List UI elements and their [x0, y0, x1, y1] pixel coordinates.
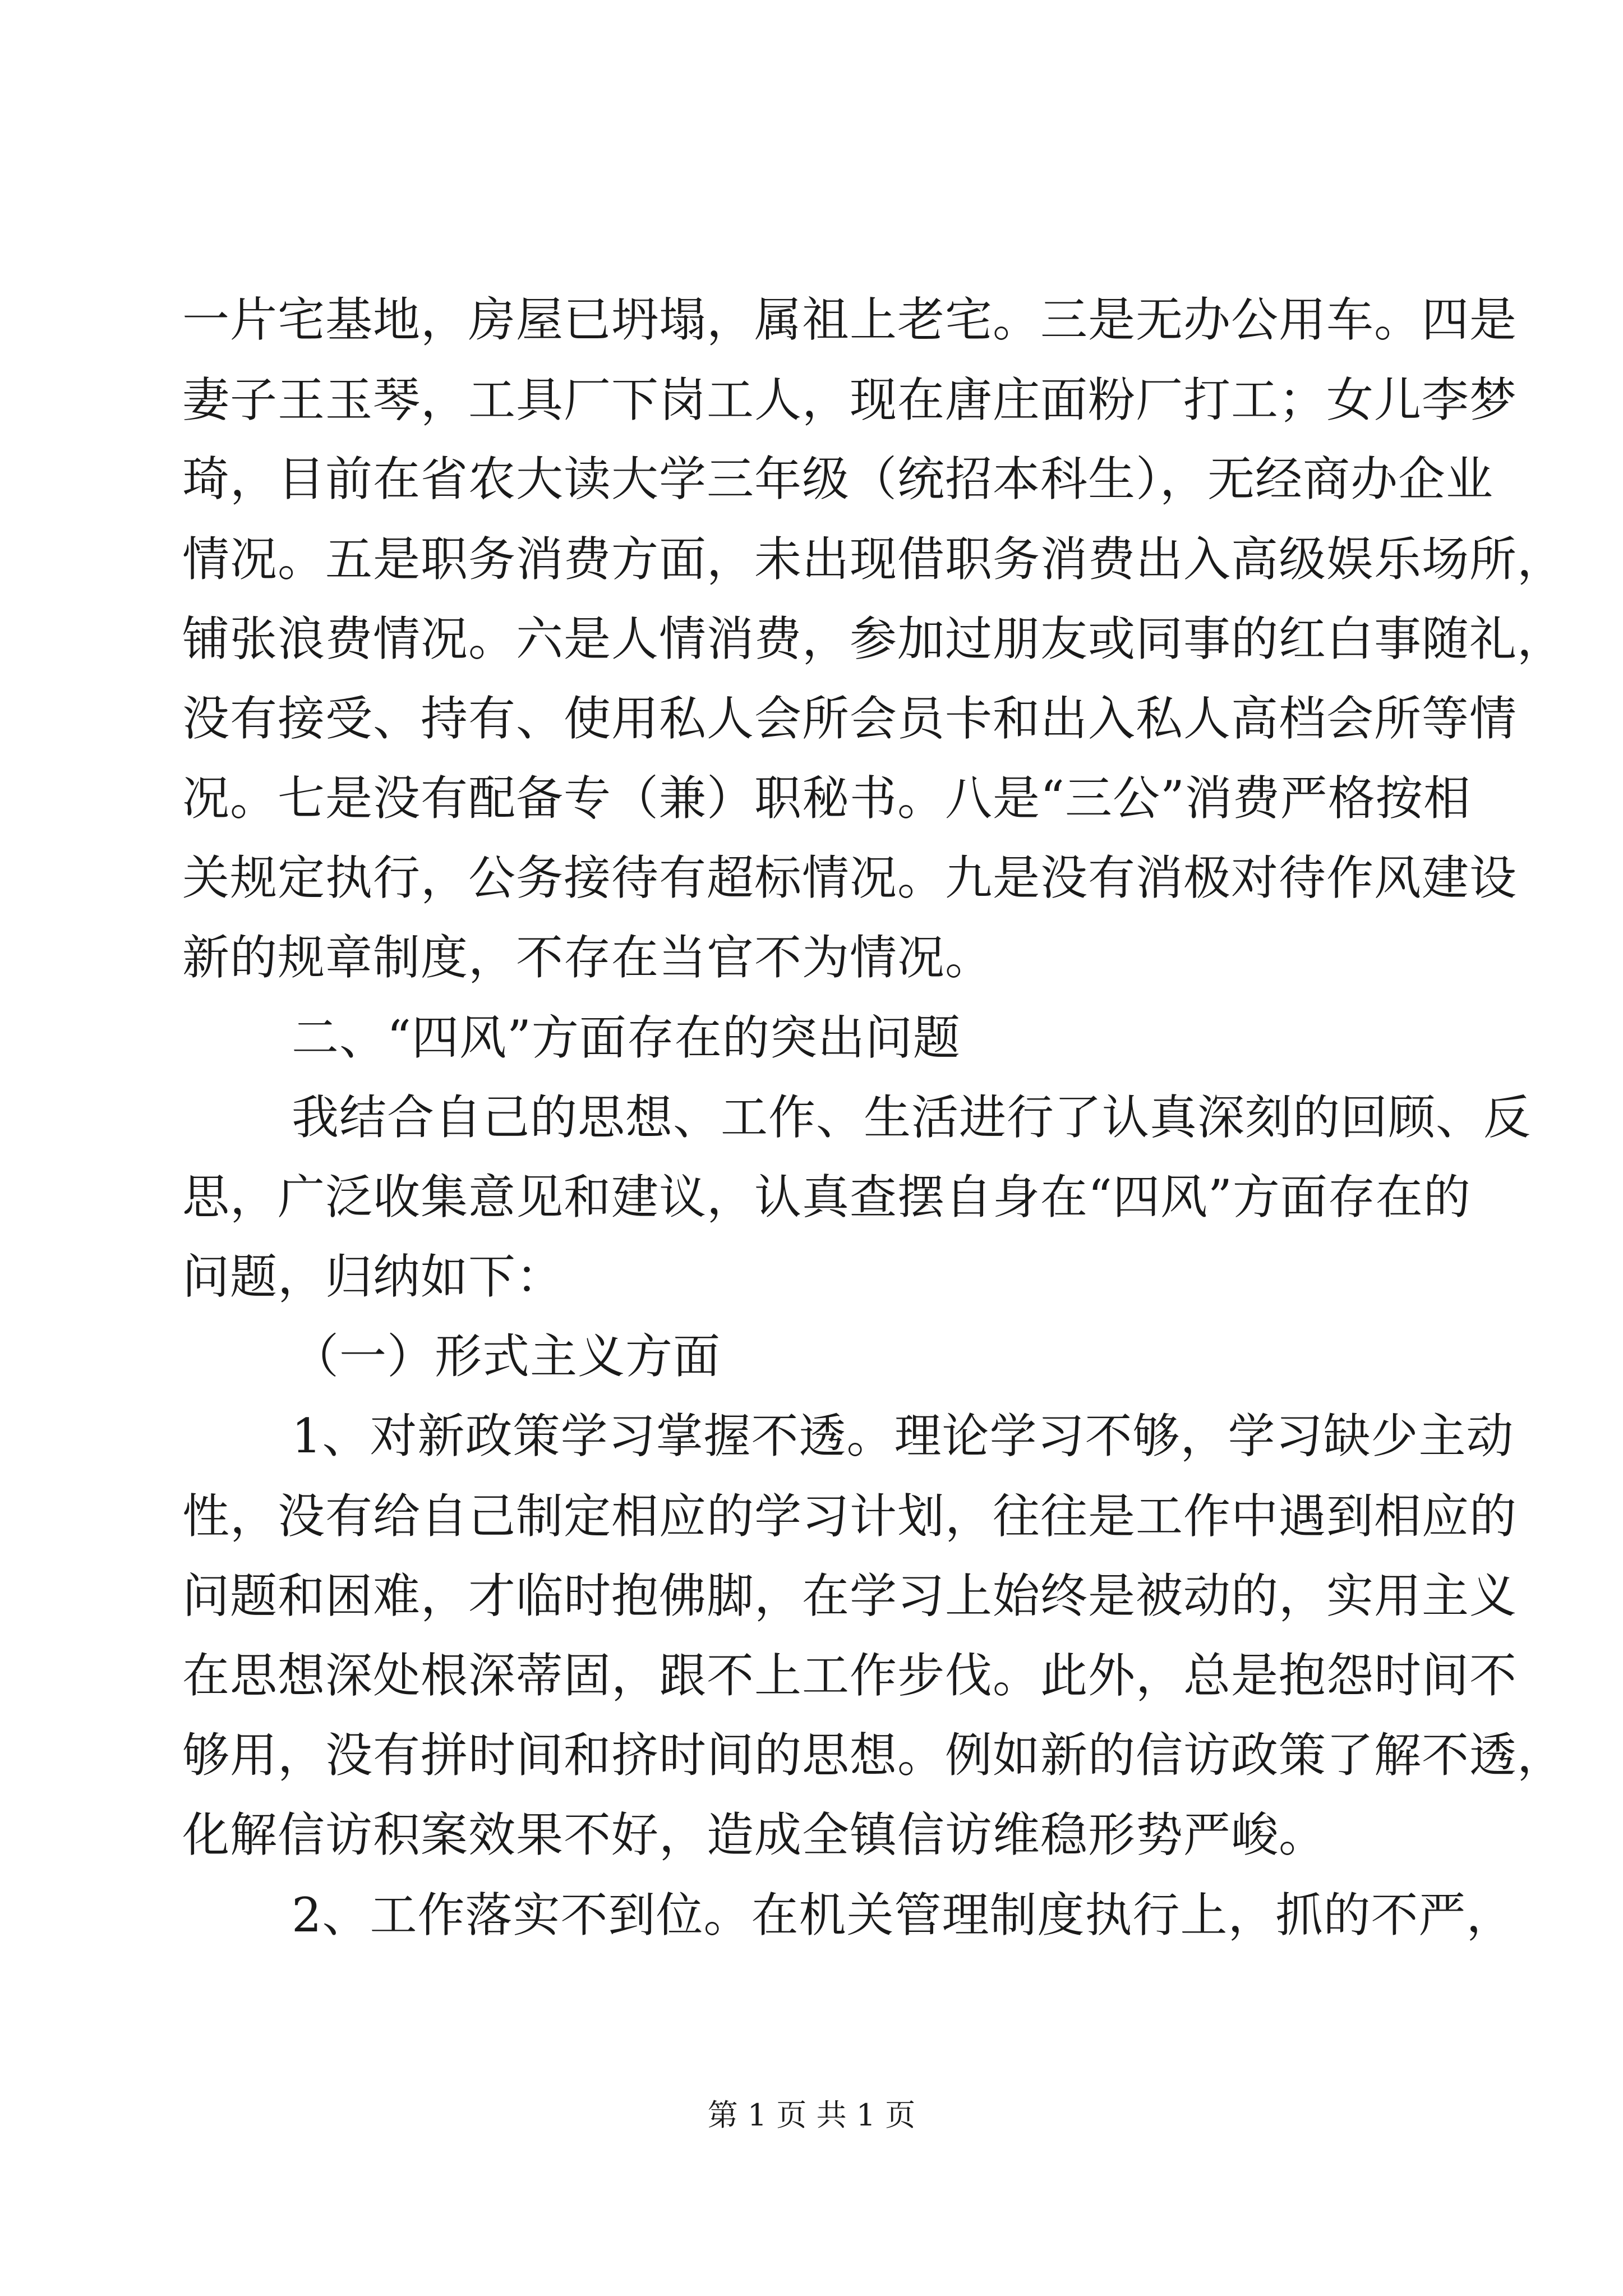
text-line-2: 妻子王玉琴，工具厂下岗工人，现在唐庄面粉厂打工；女儿李梦 — [182, 372, 1518, 427]
paragraph-intro-line-1: 我结合自己的思想、工作、生活进行了认真深刻的回顾、反 — [292, 1090, 1532, 1145]
item-1-line-4: 在思想深处根深蒂固，跟不上工作步伐。此外，总是抱怨时间不 — [182, 1648, 1518, 1703]
paragraph-intro-line-2: 思，广泛收集意见和建议，认真查摆自身在“四风”方面存在的 — [182, 1170, 1471, 1225]
page-footer: 第 1 页 共 1 页 — [707, 2097, 916, 2133]
text-line-1: 一片宅基地，房屋已坍塌，属祖上老宅。三是无办公用车。四是 — [182, 292, 1518, 347]
item-1-line-2: 性，没有给自己制定相应的学习计划，往往是工作中遇到相应的 — [182, 1489, 1518, 1544]
paragraph-intro-line-3: 问题，归纳如下： — [182, 1249, 564, 1304]
text-line-5: 铺张浪费情况。六是人情消费，参加过朋友或同事的红白事随礼， — [182, 611, 1565, 666]
text-line-4: 情况。五是职务消费方面，未出现借职务消费出入高级娱乐场所， — [182, 532, 1565, 587]
item-1-line-1: 1、对新政策学习掌握不透。理论学习不够，学习缺少主动 — [292, 1409, 1514, 1464]
text-line-7: 况。七是没有配备专（兼）职秘书。八是“三公”消费严格按相 — [182, 771, 1471, 826]
subsection-heading-1: （一）形式主义方面 — [292, 1329, 721, 1384]
text-line-3: 琦，目前在省农大读大学三年级（统招本科生），无经商办企业 — [182, 452, 1494, 507]
text-line-6: 没有接受、持有、使用私人会所会员卡和出入私人高档会所等情 — [182, 691, 1518, 746]
text-line-9: 新的规章制度，不存在当官不为情况。 — [182, 930, 993, 985]
section-heading-2: 二、“四风”方面存在的突出问题 — [292, 1010, 961, 1065]
item-1-line-3: 问题和困难，才临时抱佛脚，在学习上始终是被动的，实用主义 — [182, 1568, 1518, 1623]
text-line-8: 关规定执行，公务接待有超标情况。九是没有消极对待作风建设 — [182, 850, 1518, 905]
item-2-line-1: 2、工作落实不到位。在机关管理制度执行上，抓的不严， — [292, 1888, 1514, 1943]
item-1-line-5: 够用，没有拼时间和挤时间的思想。例如新的信访政策了解不透， — [182, 1728, 1565, 1783]
item-1-line-6: 化解信访积案效果不好，造成全镇信访维稳形势严峻。 — [182, 1807, 1327, 1862]
